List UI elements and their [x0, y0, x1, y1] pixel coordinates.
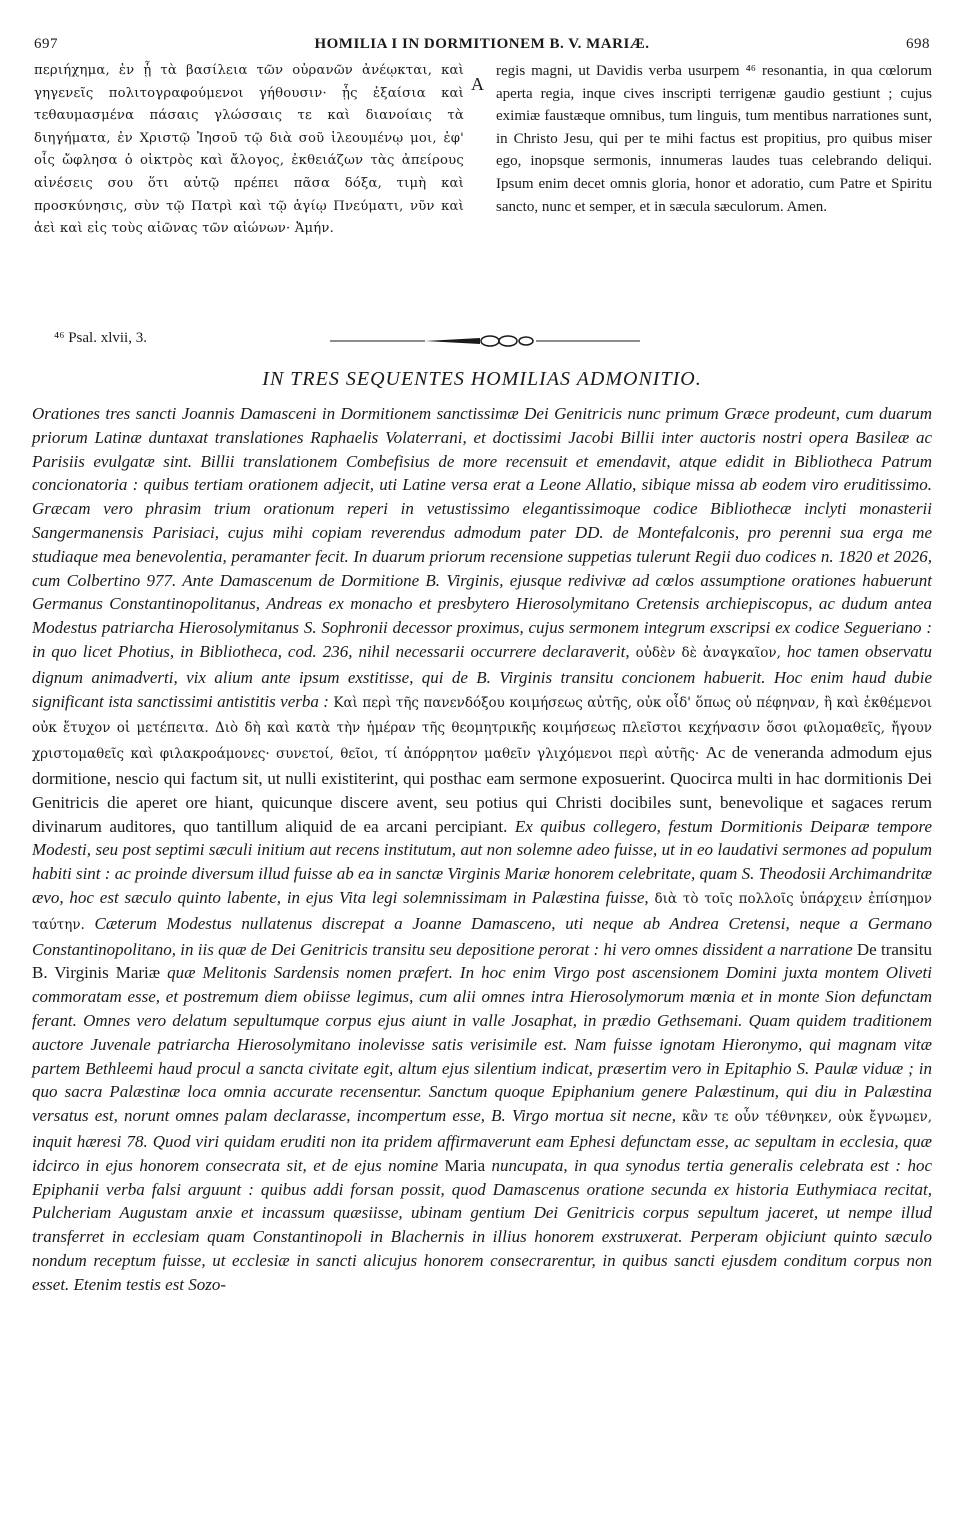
text-run: hoc tamen observatu dignum animadverti, vix alium ante ipsum exstitisse, qui de B. Virginis transitu concionem habuerit. Hoc enim haud dubie significant ista sanctissimi antistitis verba :: [32, 641, 932, 711]
roman-text-run: Maria: [444, 1155, 486, 1175]
parallel-columns: [30, 60, 934, 360]
page-number-left: 697: [34, 36, 58, 52]
greek-quote: οὐδὲν δὲ ἀναγκαῖον,: [635, 644, 781, 661]
greek-quote: κἂν τε οὖν τέθνηκεν, οὐκ ἔγνωμεν,: [682, 1109, 933, 1126]
roman-text-run: De transitu B. Virginis Mariæ: [32, 939, 932, 983]
footnote: ⁴⁶ Psal. xlvii, 3.: [54, 330, 147, 346]
text-run: Cæterum Modestus nullatenus discrepat a Joanne Damasceno, uti neque ab Andrea Cretensi, neque a Germano Constantinopolitano, in iis quæ de Dei Genitricis transitu seu depositione perorat : hi vero omnes dissident a narratione: [32, 913, 933, 959]
column-marker: A: [471, 74, 484, 94]
greek-quote: Καὶ περὶ τῆς πανενδόξου κοιμήσεως αὐτῆς, οὐκ οἶδ' ὅπως οὐ πέφηναν, ἢ καὶ ἐκθέμενοι οὐκ ἔτυχον οἱ μετέπειτα. Διὸ δὴ καὶ κατὰ τὴν ἡμέραν τῆς θεομητρικῆς κοιμήσεως πλεῖστοι κεχήνασιν ὅσοι φιλομαθεῖς, ἤγουν χριστομαθεῖς καὶ φιλακροάμονες· συνετοί, θεῖοι, τί ἀπόρρητον μαθεῖν γλιχόμενοι περὶ αὐτῆς·: [32, 694, 932, 763]
text-run: quæ Melitonis Sardensis nomen præfert. In hoc enim Virgo post ascensionem Domini juxta montem Oliveti commoratam esse, et postremum diem obiisse legimus, cum alii omnes intra Hierosolymorum mœnia et in monte Sion defunctam ferant. Omnes vero delatum sepultumque corpus ejus aiunt in valle Josaphat, in prædio Gethsemani. Quam quidem traditionem auctore Juvenale patriarcha Hierosolymitano inolevisse satis verisimile est. Nam fuisse ignotam Hieronymo, qui magnam vitæ partem Bethleemi haud procul a sancta civitate egit, altum ejus silentium indicat, præsertim vero in Epitaphio S. Paulæ viduæ ; in quo sacra Palæstinæ loca omnia accurate recensentur. Sanctum quoque Epiphanium genere Palæstinum, qui diu in Palæstina versatus est, norunt omnes palam declarasse, incompertum esse, B. Virgo mortua sit necne,: [32, 963, 932, 1126]
section-heading: IN TRES SEQUENTES HOMILIAS ADMONITIO.: [262, 368, 702, 390]
admonitio-text: [32, 402, 932, 1296]
running-header: [30, 30, 934, 60]
greek-quote: διὰ τὸ τοῖς πολλοῖς ὑπάρχειν ἐπίσημον ταύτην.: [32, 890, 933, 933]
latin-column: regis magni, ut Davidis verba usurpem ⁴⁶ resonantia, in qua cœlorum aperta regia, inque cives inscripti terrigenæ gaudio gestiunt ; cujus eximiæ faustæque omnibus, tum linguis, tum mentibus narrationes sunt, in Christo Jesu, qui per te mihi factus est propitius, pro quibus miser ego, inopsque sermonis, innumeras laudes tuas celebrando deliqui. Ipsum enim decet omnis gloria, honor et adoratio, cum Patre et Spiritu sancto, nunc et semper, et in sæcula sæculorum. Amen.: [496, 63, 932, 215]
text-run: Orationes tres sancti Joannis Damasceni in Dormitionem sanctissimæ Dei Genitricis nunc primum Græce prodeunt, cum duarum priorum Latinæ duntaxat translationes Raphaelis Volaterrani, et doctissimi Jacobi Billii inter auctoris nostri opera Basileæ ac Parisiis evulgatæ sint. Billii translationem Combefisius de more recensuit et emendavit, atque edidit in Bibliotheca Patrum concionatoria : quibus tertiam orationem adjecit, uti Latine versa erat a Leone Allatio, sibique missa ab eodem viro eruditissimo. Græcam vero phrasim trium orationum reperi in vetustissimo elegantissimoque codice Bibliothecæ inclyti monasterii Sangermanensis Parisiaci, cujus mihi copiam reverendus admodum pater DD. de Montefalconis, pro perenni sua erga me studiaque mea benevolentia, peramanter fecit. In duarum priorum recensione suppetias tulerunt Regii duo codices n. 1820 et 2026, cum Colbertino 977. Ante Damascenum de Dormitione B. Virginis, ejusque redivivæ ad cœlos assumptione orationes habuerunt Germanus Constantinopolitanus, Andreas ex monacho et presbytero Hierosolymitano Cretensis archiepiscopus, ac dudum antea Modestus patriarcha Hierosolymitanus S. Sophronii decessor proximus, cujus sermonem integrum exscripsi ex codice Segueriano : in quo licet Photius, in Bibliotheca, cod. 236, nihil necessarii occurrere declaraverit,: [32, 404, 932, 661]
greek-column: περιήχημα, ἐν ᾗ τὰ βασίλεια τῶν οὐρανῶν ἀνέῳκται, καὶ γηγενεῖς πολιτογραφούμενοι γήθουσιν· ᾗς ἐξαίσια καὶ τεθαυμασμένα πάσαις γλώσσαις τε καὶ διανοίαις τὰ διηγήματα, ἐν Χριστῷ Ἰησοῦ τῷ διὰ σοῦ ἱλεουμένῳ μοι, ἐφ' οἷς ὤφλησα ὁ οἰκτρὸς καὶ ἄλογος, ἐκθειάζων τὰς ἀπείρους αἰνέσεις σου ὅτι αὐτῷ πρέπει πᾶσα δόξα, τιμὴ καὶ προσκύνησις, σὺν τῷ Πατρὶ καὶ τῷ ἁγίῳ Πνεύματι, νῦν καὶ ἀεὶ καὶ εἰς τοὺς αἰῶνας τῶν αἰώνων· Ἀμήν.: [34, 63, 464, 237]
text-run: nuncupata, in qua synodus tertia generalis celebrata est : hoc Epiphanii verba falsi arguunt : quibus addi forsan possit, quod Damascenus oratione secunda ex historia Euthymiaca recitat, Pulcheriam Augustam anxie et incassum quæsiisse, ubinam gentium Dei Genitricis corpus sepultum jaceret, ut nempe illud transferret in ecclesiam quam Constantinopoli in Blachernis in illius honorem exstruxerat. Perperam objiciunt quinto sæculo nondum receptum fuisse, ut ecclesiæ in sancti alicujus honorem consecrarentur, in quibus sancti ejusdem conditum corpus non esset. Etenim testis est Sozo-: [32, 1155, 933, 1294]
document-page: [30, 30, 934, 1294]
page-number-right: 698: [906, 36, 930, 52]
roman-text-run: Ac de veneranda admodum ejus dormitione, nescio qui factum sit, ut nulli existiterint, qui posthac eam sermone exposuerint. Quocirca multi in hac dormitionis Dei Genitricis die aperet ore hiant, quicunque discere avent, seu potius qui Christi docibiles sunt, benevolique et sagaces rerum divinarum auditores, quo tantillum aliquid de ea arcani percipiant.: [32, 743, 933, 836]
running-title: HOMILIA I IN DORMITIONEM B. V. MARIÆ.: [314, 36, 650, 52]
text-run: inquit hæresi 78. Quod viri quidam eruditi non ita pridem affirmaverunt eam Ephesi defunctam esse, ac sepultam in ecclesia, quæ idcirco in ejus honorem consecrata sit, et de ejus nomine: [32, 1131, 932, 1175]
text-run: Ex quibus collegero, festum Dormitionis Deiparæ tempore Modesti, seu post septimi sæculi initium aut recens institutum, aut non solemne adeo fuisse, ut in eo laudativi sermones ad populum habiti sint : ac proinde diversum illud fuisse ab ea in sanctæ Virginis Mariæ honorem celebritate, quam S. Theodosii Archimandritæ ævo, hoc est sæculo quinto labente, in ejus Vita legi solemnissimam in Palæstina fuisse,: [32, 816, 933, 907]
ornament-divider: [330, 330, 640, 352]
